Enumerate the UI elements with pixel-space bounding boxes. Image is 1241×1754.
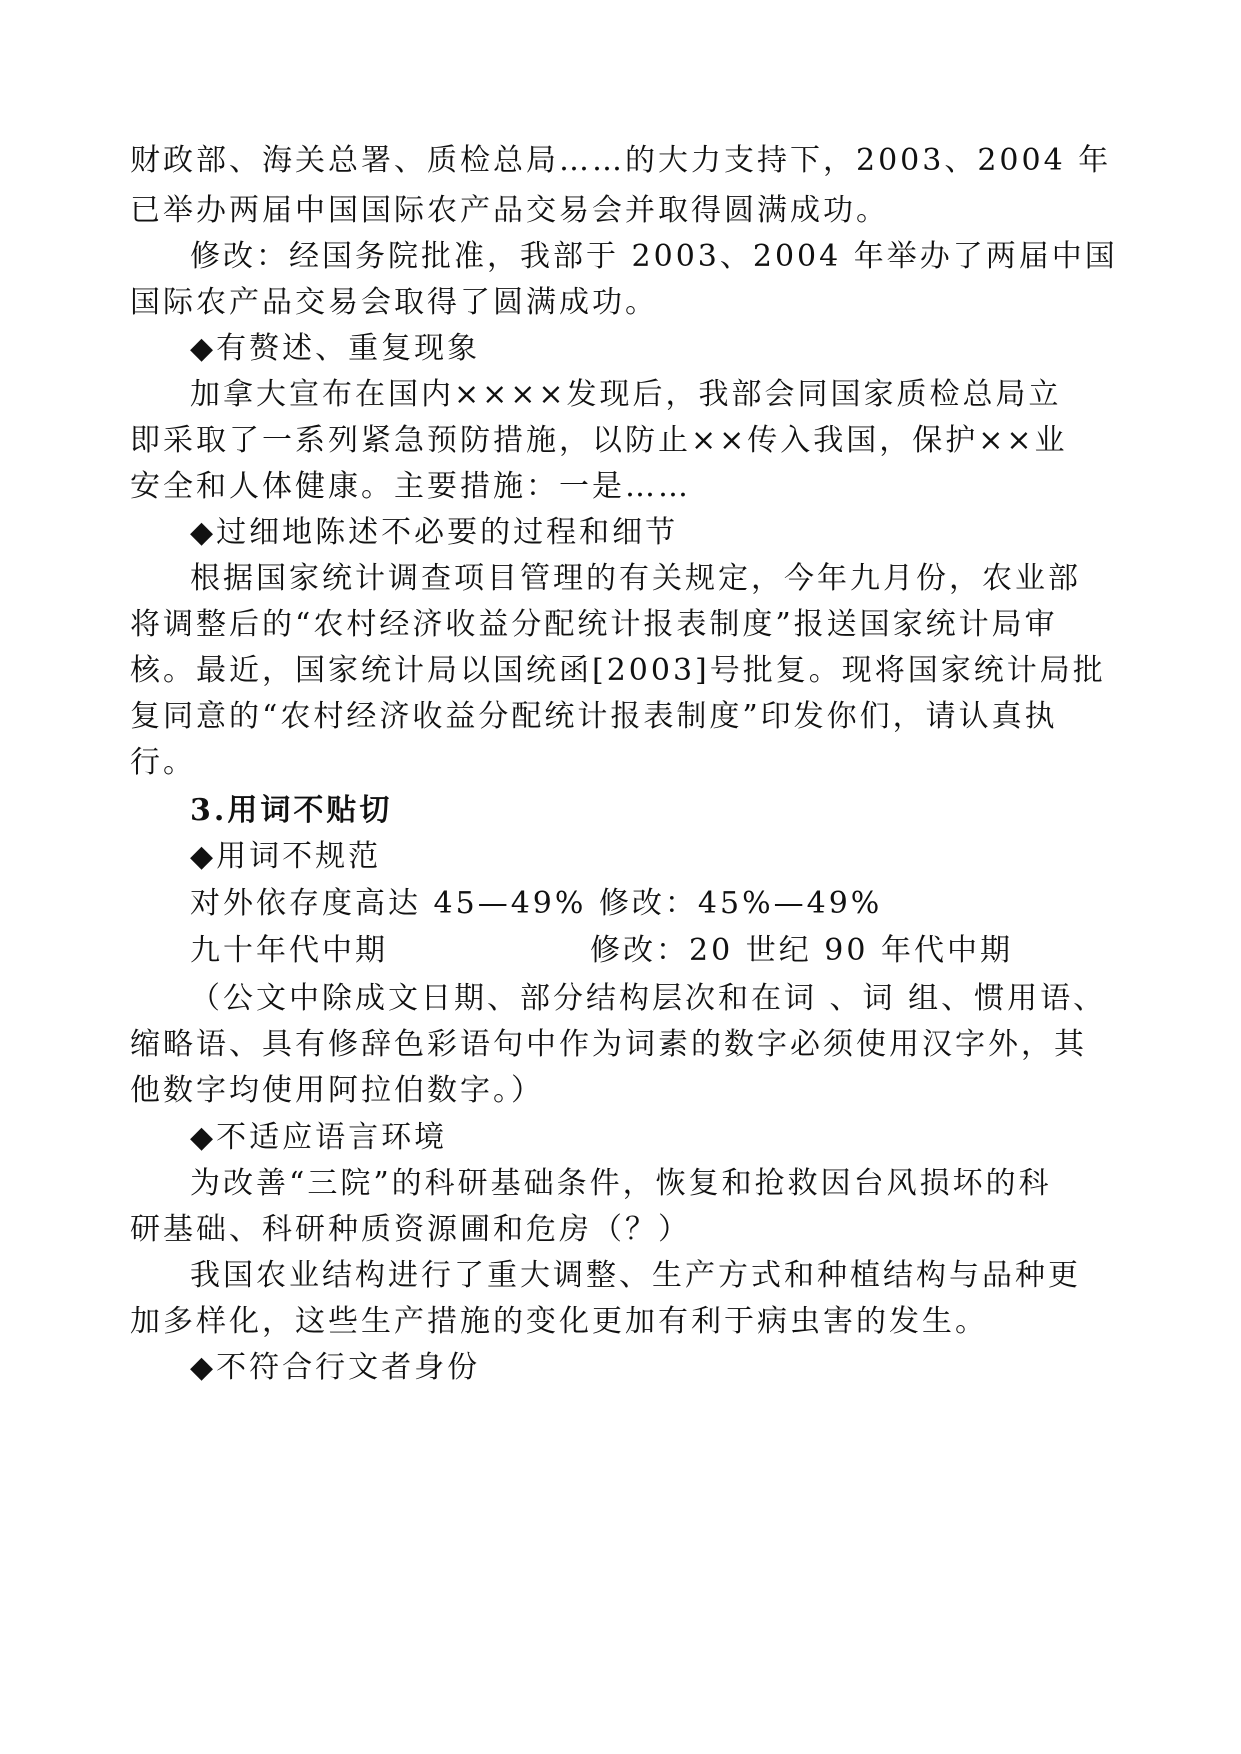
body-text-line: 国际农产品交易会取得了圆满成功。 <box>130 285 658 320</box>
body-text-line: 加多样化，这些生产措施的变化更加有利于病虫害的发生。 <box>130 1304 988 1339</box>
example-line: 九十年代中期 <box>190 933 388 968</box>
body-text-line: 已举办两届中国国际农产品交易会并取得圆满成功。 <box>130 193 889 228</box>
body-text-line: 即采取了一系列紧急预防措施，以防止××传入我国，保护××业 <box>130 423 1068 458</box>
body-text-line: 行。 <box>130 745 196 780</box>
revision-line: 修改：20 世纪 90 年代中期 <box>590 933 1013 968</box>
revision-line: 修改：经国务院批准，我部于 2003、2004 年举办了两届中国 <box>190 239 1118 274</box>
note-line: （公文中除成文日期、部分结构层次和在词 、词 组、惯用语、 <box>190 981 1107 1016</box>
body-text-line: 复同意的“农村经济收益分配统计报表制度”印发你们，请认真执 <box>130 699 1058 734</box>
body-text-line: 加拿大宣布在国内××××发现后，我部会同国家质检总局立 <box>190 377 1062 412</box>
body-text-line: 将调整后的“农村经济收益分配统计报表制度”报送国家统计局审 <box>130 607 1058 642</box>
example-line: 对外依存度高达 45—49% 修改：45%—49% <box>190 886 883 921</box>
bullet-heading: ◆过细地陈述不必要的过程和细节 <box>190 515 679 550</box>
note-line: 他数字均使用阿拉伯数字。） <box>130 1073 544 1108</box>
body-text-line: 根据国家统计调查项目管理的有关规定，今年九月份，农业部 <box>190 561 1081 596</box>
body-text-line: 我国农业结构进行了重大调整、生产方式和种植结构与品种更 <box>190 1258 1081 1293</box>
body-text-line: 安全和人体健康。主要措施：一是…… <box>130 469 691 504</box>
body-text-line: 核。最近，国家统计局以国统函[2003]号批复。现将国家统计局批 <box>130 653 1106 688</box>
note-line: 缩略语、具有修辞色彩语句中作为词素的数字必须使用汉字外，其 <box>130 1027 1087 1062</box>
body-text-line: 研基础、科研种质资源圃和危房（？） <box>130 1212 691 1247</box>
body-text-line: 财政部、海关总署、质检总局……的大力支持下，2003、2004 年 <box>130 143 1112 178</box>
body-text-line: 为改善“三院”的科研基础条件，恢复和抢救因台风损坏的科 <box>190 1166 1052 1201</box>
bullet-heading: ◆不符合行文者身份 <box>190 1350 481 1385</box>
bullet-heading: ◆有赘述、重复现象 <box>190 331 481 366</box>
bullet-heading: ◆用词不规范 <box>190 839 382 874</box>
section-heading: 3.用词不贴切 <box>190 793 393 828</box>
bullet-heading: ◆不适应语言环境 <box>190 1120 448 1155</box>
